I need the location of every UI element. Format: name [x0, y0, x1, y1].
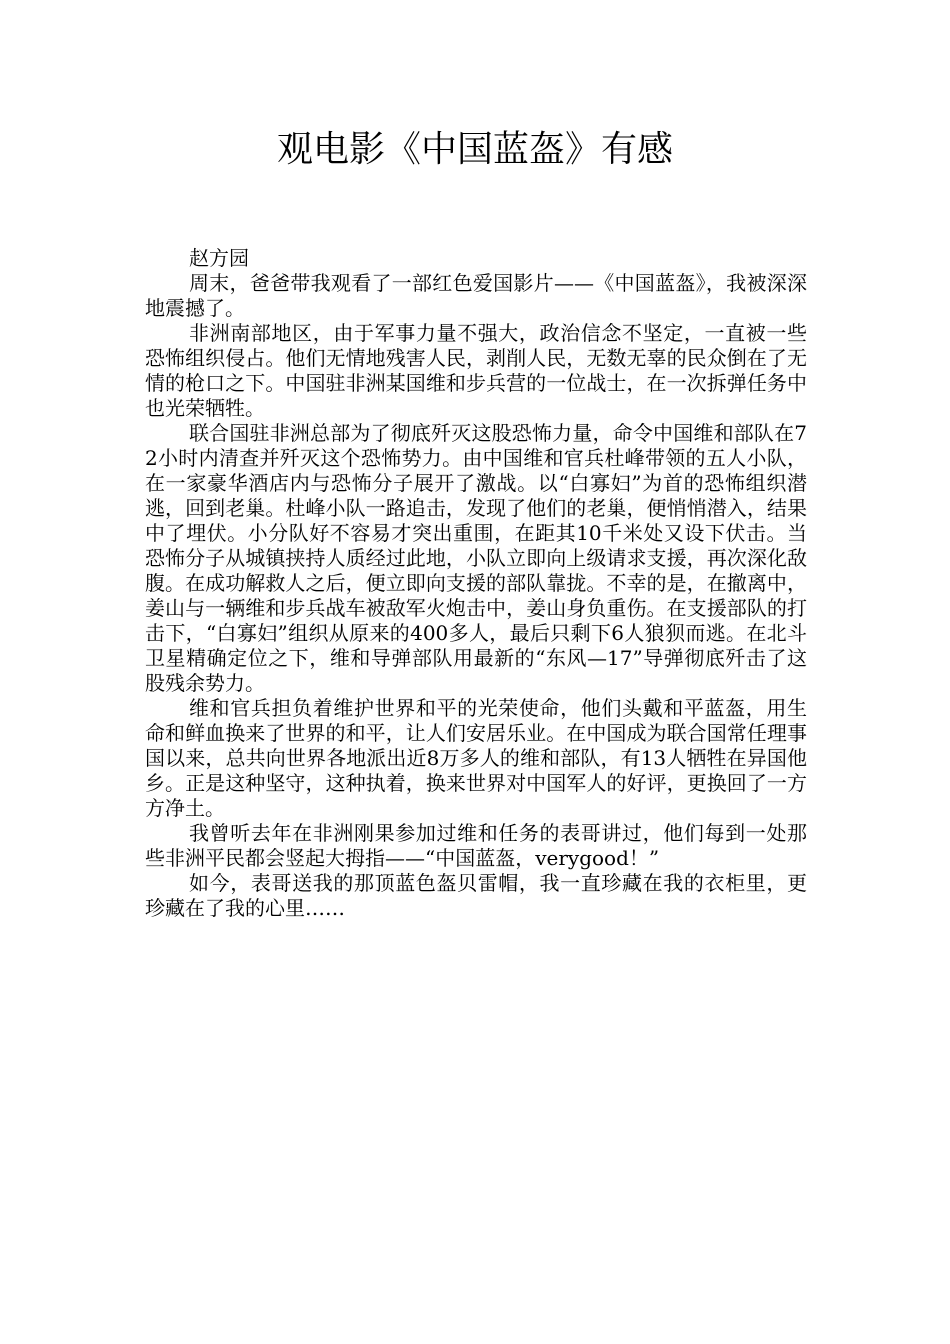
paragraph: 我曾听去年在非洲刚果参加过维和任务的表哥讲过，他们每到一处那些非洲平民都会竖起大拇指——“中国蓝盔，verygood！”	[145, 821, 807, 870]
document-body	[145, 246, 807, 921]
paragraph: 联合国驻非洲总部为了彻底歼灭这股恐怖力量，命令中国维和部队在72小时内清查并歼灭这个恐怖势力。由中国维和官兵杜峰带领的五人小队，在一家豪华酒店内与恐怖分子展开了激战。以“白寡妇”为首的恐怖组织潜逃，回到老巢。杜峰小队一路追击，发现了他们的老巢，便悄悄潜入，结果中了埋伏。小分队好不容易才突出重围，在距其10千米处又设下伏击。当恐怖分子从城镇挟持人质经过此地，小队立即向上级请求支援，再次深化敌腹。在成功解救人之后，便立即向支援的部队靠拢。不幸的是，在撤离中，姜山与一辆维和步兵战车被敌军火炮击中，姜山身负重伤。在支援部队的打击下，“白寡妇”组织从原来的400多人，最后只剩下6人狼狈而逃。在北斗卫星精确定位之下，维和导弹部队用最新的“东风—17”导弹彻底歼击了这股残余势力。	[145, 421, 807, 695]
document-title: 观电影《中国蓝盔》有感	[276, 129, 673, 170]
paragraph: 周末，爸爸带我观看了一部红色爱国影片——《中国蓝盔》，我被深深地震撼了。	[145, 271, 807, 320]
author-line: 赵方园	[189, 246, 249, 270]
paragraph: 如今，表哥送我的那顶蓝色盔贝雷帽，我一直珍藏在我的衣柜里，更珍藏在了我的心里……	[145, 871, 807, 920]
paragraph: 维和官兵担负着维护世界和平的光荣使命，他们头戴和平蓝盔，用生命和鲜血换来了世界的和平，让人们安居乐业。在中国成为联合国常任理事国以来，总共向世界各地派出近8万多人的维和部队，有13人牺牲在异国他乡。正是这种坚守，这种执着，换来世界对中国军人的好评，更换回了一方方净土。	[145, 696, 807, 820]
paragraph: 非洲南部地区，由于军事力量不强大，政治信念不坚定，一直被一些恐怖组织侵占。他们无情地残害人民，剥削人民，无数无辜的民众倒在了无情的枪口之下。中国驻非洲某国维和步兵营的一位战士，在一次拆弹任务中也光荣牺牲。	[145, 321, 807, 420]
